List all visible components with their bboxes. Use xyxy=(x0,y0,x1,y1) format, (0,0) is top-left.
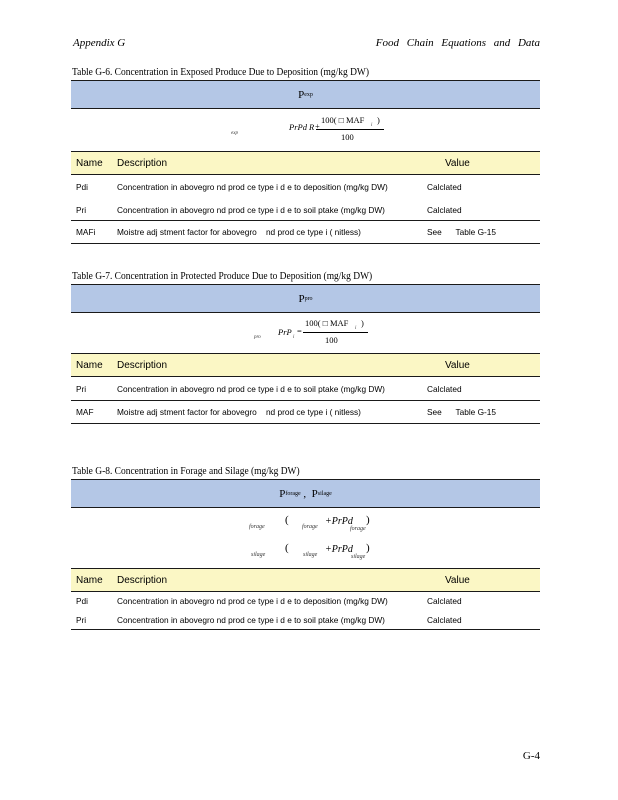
table-g8-caption: Table G-8. Concentration in Forage and Silage (mg/kg DW) xyxy=(72,465,300,477)
table-g7-equation xyxy=(71,313,540,354)
eq1-close-paren: ) xyxy=(366,514,370,526)
table-g7-title-bar xyxy=(71,284,540,313)
table-g8-title-bar xyxy=(71,479,540,508)
col-value: Value xyxy=(445,359,470,371)
eq2-rhs: +PrPd xyxy=(325,544,353,555)
table-g8-equations xyxy=(71,508,540,569)
table-g7-symbol: P xyxy=(298,292,305,305)
cell-name: Pdi xyxy=(76,596,88,606)
table-g8-symbol-a: P xyxy=(279,487,286,500)
col-value: Value xyxy=(445,574,470,586)
eq1-open-paren: ( xyxy=(285,514,289,526)
table-g6-title-bar xyxy=(71,80,540,109)
eq1-rhs-sub: forage xyxy=(350,526,366,532)
table-g7 xyxy=(71,284,540,424)
col-description: Description xyxy=(117,359,168,371)
eq-paren: ) xyxy=(361,318,364,328)
eq-equals: = xyxy=(297,326,302,336)
eq-plus: + xyxy=(315,121,320,131)
table-row xyxy=(71,610,540,630)
cell-name: Pri xyxy=(76,614,87,625)
eq-numerator: 100( □ MAF xyxy=(321,115,365,125)
cell-description: Concentration in abovegro nd prod ce type i d e to deposition (mg/kg DW) xyxy=(117,596,388,606)
table-g6-equation xyxy=(71,109,540,152)
cell-name: MAF xyxy=(76,407,94,417)
table-g6-symbol-sub: exp xyxy=(304,91,313,98)
cell-value: See Table G-15 xyxy=(427,227,497,237)
fraction-bar xyxy=(316,129,384,130)
table-g6-caption: Table G-6. Concentration in Exposed Produce Due to Deposition (mg/kg DW) xyxy=(72,66,370,78)
col-name: Name xyxy=(76,157,103,169)
cell-value: See Table G-15 xyxy=(427,407,497,417)
col-description: Description xyxy=(117,574,168,586)
cell-value: Calclated xyxy=(427,383,462,394)
eq-subscript: pro xyxy=(254,335,261,340)
eq-denominator: 100 xyxy=(341,132,354,142)
cell-value: Calclated xyxy=(427,614,462,625)
eq-denominator: 100 xyxy=(325,335,338,345)
fraction-bar xyxy=(303,332,368,333)
eq-numerator-sub: i xyxy=(371,123,373,128)
cell-name: Pri xyxy=(76,383,87,394)
cell-description: Moistre adj stment factor for abovegro nd prod ce type i ( nitless) xyxy=(117,227,361,237)
table-g7-column-header xyxy=(71,354,540,377)
table-g6-symbol: P xyxy=(298,88,305,101)
cell-value: Calclated xyxy=(427,182,462,192)
table-g8-column-header xyxy=(71,569,540,592)
cell-name: Pri xyxy=(76,204,87,215)
eq2-left-sub: silage xyxy=(251,552,266,558)
col-name: Name xyxy=(76,359,103,371)
cell-name: MAFi xyxy=(76,227,96,237)
eq1-left-sub: forage xyxy=(249,524,265,530)
eq-lhs-extra: R xyxy=(309,122,315,132)
table-row xyxy=(71,221,540,244)
cell-value: Calclated xyxy=(427,596,462,606)
col-description: Description xyxy=(117,157,168,169)
cell-description: Concentration in abovegro nd prod ce type i d e to deposition (mg/kg DW) xyxy=(117,182,388,192)
eq-paren: ) xyxy=(377,115,380,125)
eq1-mid-sub: forage xyxy=(302,524,318,530)
eq2-close-paren: ) xyxy=(366,542,370,554)
eq-numerator: 100( □ MAF xyxy=(305,318,349,328)
eq-lhs-sub: i xyxy=(293,335,295,340)
eq-lhs: PrP xyxy=(278,327,292,337)
table-g8-separator: , xyxy=(300,487,312,500)
page-number: G-4 xyxy=(522,750,540,762)
table-g6-column-header xyxy=(71,152,540,175)
table-g8-symbol-a-sub: forage xyxy=(285,490,301,497)
cell-name: Pdi xyxy=(76,182,88,192)
eq2-rhs-sub: silage xyxy=(351,554,366,560)
cell-description: Concentration in abovegro nd prod ce type i d e to soil ptake (mg/kg DW) xyxy=(117,204,385,215)
eq2-open-paren: ( xyxy=(285,542,289,554)
running-header-left: Appendix G xyxy=(73,37,126,49)
table-g8-symbol-b-sub: silage xyxy=(317,490,332,497)
col-name: Name xyxy=(76,574,103,586)
table-g6 xyxy=(71,80,540,244)
cell-description: Moistre adj stment factor for abovegro nd prod ce type i ( nitless) xyxy=(117,407,361,417)
table-g7-caption: Table G-7. Concentration in Protected Produce Due to Deposition (mg/kg DW) xyxy=(72,270,373,282)
eq-lhs: PrPd xyxy=(289,122,307,132)
eq-subscript: exp xyxy=(231,131,238,136)
cell-description: Concentration in abovegro nd prod ce type i d e to soil ptake (mg/kg DW) xyxy=(117,383,385,394)
table-row xyxy=(71,175,540,199)
table-row xyxy=(71,377,540,401)
eq2-mid-sub: silage xyxy=(303,552,318,558)
col-value: Value xyxy=(445,157,470,169)
table-g8 xyxy=(71,479,540,630)
cell-description: Concentration in abovegro nd prod ce type i d e to soil ptake (mg/kg DW) xyxy=(117,614,385,625)
table-row xyxy=(71,401,540,424)
eq1-rhs: +PrPd xyxy=(325,516,353,527)
table-row xyxy=(71,592,540,610)
eq-numerator-sub: i xyxy=(355,326,357,331)
table-g7-symbol-sub: pro xyxy=(304,295,313,302)
running-header-right: Food Chain Equations and Data xyxy=(375,37,540,49)
cell-value: Calclated xyxy=(427,204,462,215)
table-g8-symbol-b: P xyxy=(311,487,318,500)
table-row xyxy=(71,199,540,221)
